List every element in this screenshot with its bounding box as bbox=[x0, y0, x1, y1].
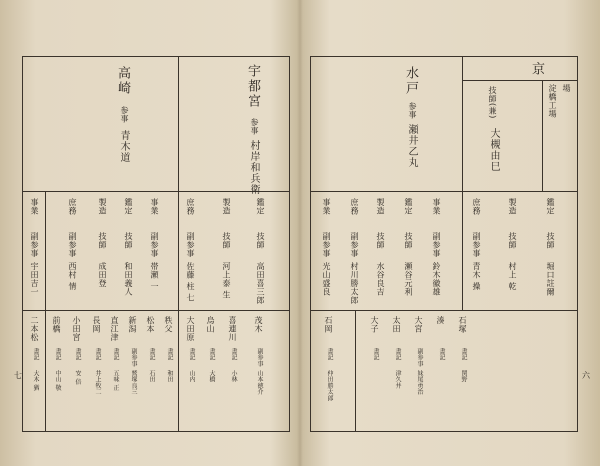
office-extra: 鷲塚良三 bbox=[130, 370, 137, 396]
office-extra: 小林 bbox=[230, 370, 237, 383]
right-header-line bbox=[462, 80, 578, 81]
person-name: 高田喜三郎 bbox=[256, 262, 265, 305]
sub-role: 副参事 bbox=[472, 232, 481, 258]
person-name: 水谷良吉 bbox=[376, 262, 385, 296]
office-sub: 書記 bbox=[32, 348, 39, 361]
office-sub: 書記 bbox=[438, 348, 445, 361]
sub-role: 技師 bbox=[98, 232, 107, 249]
sub-role: 副参事 bbox=[432, 232, 441, 258]
right-col-line-3 bbox=[355, 310, 356, 432]
office-sub: 書記 bbox=[460, 348, 467, 361]
office-name: 松本 bbox=[146, 316, 155, 333]
sub-role: 技師 bbox=[404, 232, 413, 249]
sub-role: 副参事 bbox=[350, 232, 359, 258]
office-name: 湊 bbox=[436, 316, 445, 325]
right-divider-1 bbox=[310, 191, 578, 192]
role: 事業 bbox=[150, 198, 159, 215]
office-name: 大田原 bbox=[186, 316, 195, 342]
office-name: 石岡 bbox=[324, 316, 333, 333]
office-sub: 副参事 bbox=[256, 348, 263, 367]
person-name: 鈴木徽雄 bbox=[432, 262, 441, 296]
role: 鑑定 bbox=[256, 198, 265, 215]
office-sub: 書記 bbox=[326, 348, 333, 361]
sub-role: 技師 bbox=[222, 232, 231, 249]
right-col-line-1 bbox=[462, 56, 463, 310]
person-name: 村上 乾 bbox=[508, 262, 517, 291]
office-sub: 副参事 bbox=[416, 348, 423, 367]
office-sub: 副参事 bbox=[130, 348, 137, 367]
city-person-utsunomiya: 村岸和兵衛 bbox=[248, 140, 259, 195]
role: 鑑定 bbox=[546, 198, 555, 215]
sub-role: 技師 bbox=[376, 232, 385, 249]
person-name: 佐藤 柱 七 bbox=[186, 262, 195, 303]
role: 製造 bbox=[98, 198, 107, 215]
person-name: 青木 操 bbox=[472, 262, 481, 291]
role: 事業 bbox=[432, 198, 441, 215]
office-name: 新潟 bbox=[128, 316, 137, 333]
sub-role: 副参事 bbox=[322, 232, 331, 258]
right-divider-2 bbox=[310, 310, 578, 311]
office-name: 小田宮 bbox=[72, 316, 81, 342]
office-sub: 書記 bbox=[394, 348, 401, 361]
role: 製造 bbox=[376, 198, 385, 215]
office-sub: 書記 bbox=[208, 348, 215, 361]
office-name: 大宮 bbox=[414, 316, 423, 333]
office-extra: 大橋 bbox=[208, 370, 215, 383]
person-name: 河上泰 生 bbox=[222, 262, 231, 300]
office-name: 秩父 bbox=[164, 316, 173, 333]
city-name-takasaki: 高崎 bbox=[115, 66, 130, 96]
role: 製造 bbox=[222, 198, 231, 215]
factory-name: 淀橋工場 bbox=[548, 84, 557, 118]
sub-role: 技師 bbox=[256, 232, 265, 249]
city-post-utsunomiya: 参事 bbox=[250, 118, 259, 135]
person-name: 堀口註爾 bbox=[546, 262, 555, 296]
office-name: 長岡 bbox=[92, 316, 101, 333]
left-col-line-2 bbox=[45, 191, 46, 432]
office-name: 大子 bbox=[370, 316, 379, 333]
sub-role: 副参事 bbox=[186, 232, 195, 258]
office-sub: 書記 bbox=[188, 348, 195, 361]
office-extra: 関野 bbox=[460, 370, 467, 383]
office-sub: 書記 bbox=[230, 348, 237, 361]
office-extra: 井上牧二 bbox=[94, 370, 101, 396]
city-name-mito: 水戸 bbox=[403, 66, 418, 96]
role: 庶務 bbox=[472, 198, 481, 215]
person-name: 和田義人 bbox=[124, 262, 133, 296]
role: 事業 bbox=[322, 198, 331, 215]
office-name: 前橋 bbox=[52, 316, 61, 333]
office-sub: 書記 bbox=[112, 348, 119, 361]
office-name: 二本松 bbox=[30, 316, 39, 342]
right-col-line-2 bbox=[542, 80, 543, 191]
city-post-mito: 参事 bbox=[408, 102, 417, 119]
left-page-number: 七 bbox=[14, 371, 22, 380]
city-person-mito: 瀬井乙丸 bbox=[406, 124, 417, 168]
sub-role: 技師 bbox=[124, 232, 133, 249]
office-name: 石塚 bbox=[458, 316, 467, 333]
office-sub: 書記 bbox=[166, 348, 173, 361]
person-name: 瀬谷元利 bbox=[404, 262, 413, 296]
office-name: 直江津 bbox=[110, 316, 119, 342]
office-extra: 津久井 bbox=[394, 370, 401, 389]
office-extra: 山内 bbox=[188, 370, 195, 383]
city-post-takasaki: 参事 bbox=[120, 106, 129, 123]
factory-head-role: 技師(兼) bbox=[488, 86, 497, 119]
office-name: 茂木 bbox=[254, 316, 263, 333]
office-extra: 和田 bbox=[166, 370, 173, 383]
sub-role: 技師 bbox=[508, 232, 517, 249]
office-sub: 書記 bbox=[372, 348, 379, 361]
office-sub: 書記 bbox=[54, 348, 61, 361]
office-extra: 安 倍 bbox=[74, 370, 81, 385]
office-extra: 妹尾勇治 bbox=[416, 370, 423, 396]
person-name: 宇田吉一 bbox=[30, 262, 39, 296]
role: 鑑定 bbox=[404, 198, 413, 215]
sub-role: 副参事 bbox=[68, 232, 77, 258]
city-person-takasaki: 青木道 bbox=[118, 130, 129, 163]
left-divider-2 bbox=[22, 310, 290, 311]
person-name: 西村 情 bbox=[68, 262, 77, 291]
role: 庶務 bbox=[68, 198, 77, 215]
office-extra: 山本徳介 bbox=[256, 370, 263, 396]
role: 鑑定 bbox=[124, 198, 133, 215]
office-extra: 中山 敬 bbox=[54, 370, 61, 392]
office-name: 太田 bbox=[392, 316, 401, 333]
office-sub: 書記 bbox=[94, 348, 101, 361]
office-name: 喜連川 bbox=[228, 316, 237, 342]
office-extra: 五味 正 bbox=[112, 370, 119, 392]
right-page-number: 六 bbox=[582, 371, 590, 380]
factory-head-person: 大槻由巳 bbox=[488, 128, 499, 172]
person-name: 成田登 bbox=[98, 262, 107, 288]
office-name: 烏山 bbox=[206, 316, 215, 333]
factory-title: 京 bbox=[529, 62, 544, 77]
person-name: 帯瀬 一 bbox=[150, 262, 159, 291]
person-name: 村川勝太郎 bbox=[350, 262, 359, 305]
office-extra: 石田 bbox=[148, 370, 155, 383]
sub-role: 副参事 bbox=[30, 232, 39, 258]
office-extra: 大木 猶 bbox=[32, 370, 39, 392]
left-col-line-1 bbox=[178, 56, 179, 432]
sub-role: 副参事 bbox=[150, 232, 159, 258]
role: 庶務 bbox=[350, 198, 359, 215]
role: 庶務 bbox=[186, 198, 195, 215]
sub-role: 技師 bbox=[546, 232, 555, 249]
role: 事業 bbox=[30, 198, 39, 215]
role: 製造 bbox=[508, 198, 517, 215]
office-sub: 書記 bbox=[74, 348, 81, 361]
office-extra: 仲田勝太郎 bbox=[326, 370, 333, 402]
office-sub: 書記 bbox=[148, 348, 155, 361]
person-name: 光山盛良 bbox=[322, 262, 331, 296]
factory-post: 場 bbox=[562, 84, 571, 93]
city-name-utsunomiya: 宇都宮 bbox=[245, 64, 260, 109]
